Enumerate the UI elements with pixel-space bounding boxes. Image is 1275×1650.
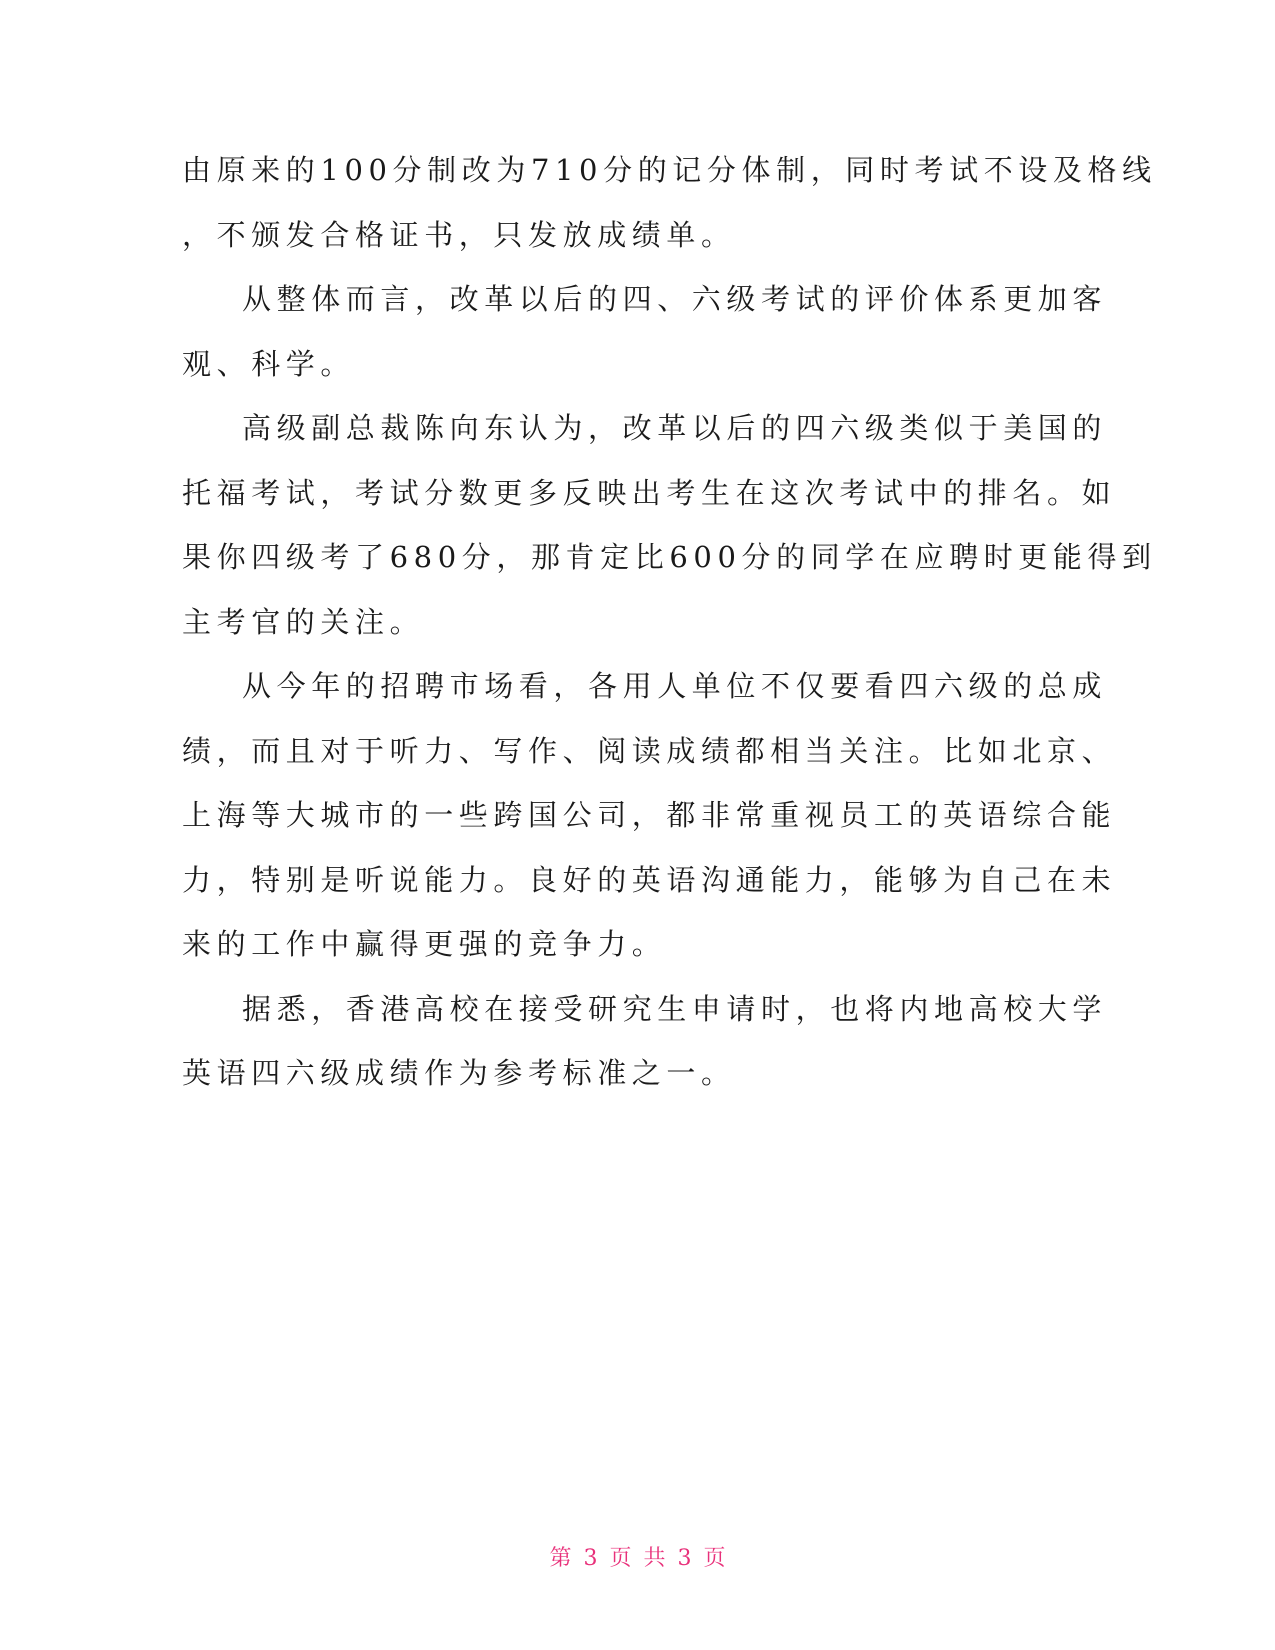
- footer-total-pages: 3: [677, 1546, 692, 1571]
- text-line-4: 观、科学。: [182, 346, 356, 381]
- text-line-5: 高级副总裁陈向东认为，改革以后的四六级类似于美国的: [242, 411, 1108, 445]
- text-line-2: ，不颁发合格证书，只发放成绩单。: [182, 217, 736, 252]
- footer-total-word: 共: [643, 1546, 666, 1571]
- body-text: [182, 138, 1157, 1106]
- text-line-14: 据悉，香港高校在接受研究生申请时，也将内地高校大学: [242, 991, 1108, 1026]
- text-line-9: 从今年的招聘市场看，各用人单位不仅要看四六级的总成: [242, 669, 1108, 703]
- footer-current-page: 3: [583, 1546, 598, 1571]
- text-line-3: 从整体而言，改革以后的四、六级考试的评价体系更加客: [242, 282, 1108, 316]
- text-line-6: 托福考试，考试分数更多反映出考生在这次考试中的排名。如: [182, 475, 1117, 510]
- footer-page-word: 页: [609, 1546, 632, 1571]
- text-line-7: 果你四级考了680分，那肯定比600分的同学在应聘时更能得到: [182, 540, 1157, 574]
- text-line-1: 由原来的100分制改为710分的记分体制，同时考试不设及格线: [182, 153, 1157, 187]
- text-line-15: 英语四六级成绩作为参考标准之一。: [182, 1056, 736, 1090]
- text-line-12: 力，特别是听说能力。良好的英语沟通能力，能够为自己在未: [182, 862, 1117, 897]
- text-line-13: 来的工作中赢得更强的竞争力。: [182, 927, 667, 961]
- text-line-11: 上海等大城市的一些跨国公司，都非常重视员工的英语综合能: [182, 798, 1117, 832]
- footer-suffix: 页: [703, 1546, 726, 1571]
- text-line-8: 主考官的关注。: [182, 604, 425, 639]
- footer-prefix: 第: [549, 1546, 572, 1571]
- text-line-10: 绩，而且对于听力、写作、阅读成绩都相当关注。比如北京、: [182, 733, 1117, 768]
- page-footer: [0, 1541, 1275, 1572]
